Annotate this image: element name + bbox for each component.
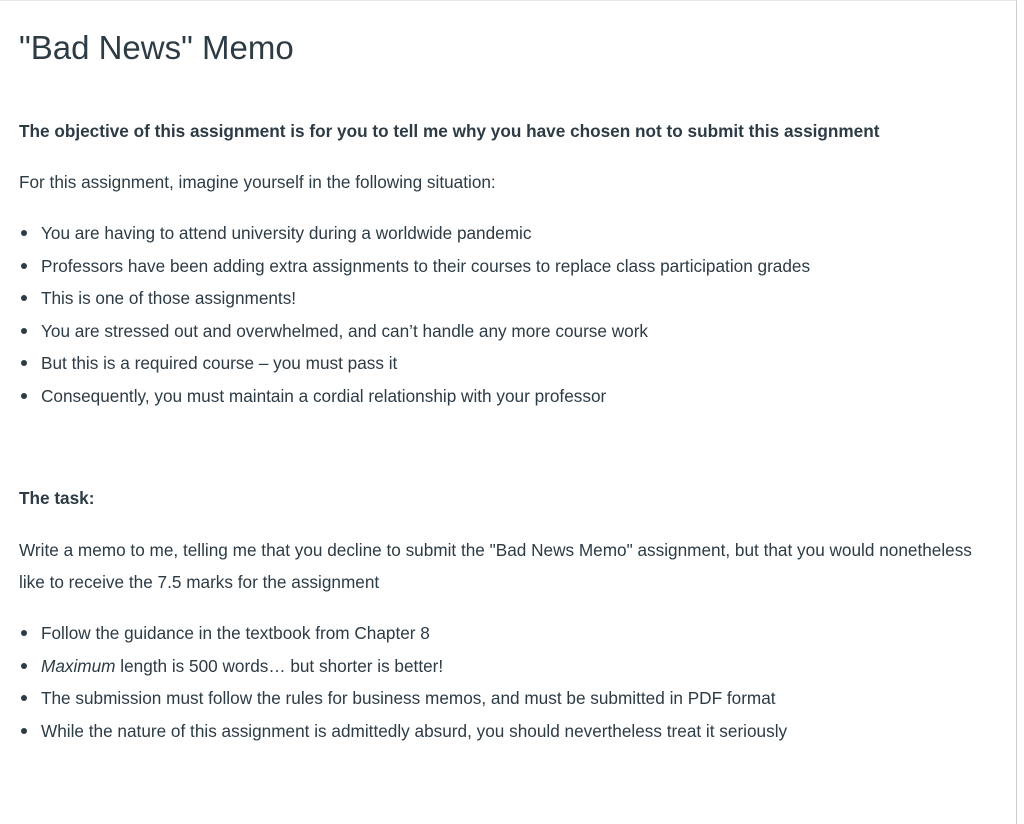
- list-item-text: Consequently, you must maintain a cordial relationship with your professor: [41, 385, 607, 406]
- list-item-text: Follow the guidance in the textbook from Chapter 8: [41, 623, 430, 643]
- list-item-text: But this is a required course – you must pass it: [41, 353, 398, 374]
- list-item: [19, 385, 810, 407]
- bullet-icon: [21, 263, 27, 269]
- task-description: Write a memo to me, telling me that you decline to submit the "Bad News Memo" assignment, but that you would nonetheless like to receive the 7.5 marks for the assignment: [19, 540, 972, 592]
- bullet-icon: [21, 728, 27, 734]
- bullet-icon: [21, 360, 27, 366]
- bullet-icon: [21, 663, 27, 669]
- list-item-text: While the nature of this assignment is admittedly absurd, you should nevertheless treat it seriously: [41, 720, 788, 741]
- bullet-icon: [21, 328, 27, 334]
- list-item: [19, 255, 810, 277]
- list-item: [19, 352, 810, 374]
- list-item-text: You are having to attend university during a worldwide pandemic: [41, 223, 532, 243]
- list-item: [19, 720, 787, 742]
- bullet-icon: [21, 295, 27, 301]
- objective-statement: The objective of this assignment is for you to tell me why you have chosen not to submit this assignment: [19, 121, 880, 141]
- list-item: [19, 687, 787, 709]
- intro-text: For this assignment, imagine yourself in the following situation:: [19, 172, 496, 192]
- list-item: [19, 320, 810, 342]
- task-requirements-list: [19, 622, 787, 752]
- bullet-icon: [21, 230, 27, 236]
- situation-list: [19, 222, 810, 418]
- task-heading: The task:: [19, 488, 95, 508]
- list-item-text: length is 500 words… but shorter is better!: [115, 655, 444, 676]
- emphasis-text: Maximum: [41, 655, 116, 676]
- list-item-text: You are stressed out and overwhelmed, and can’t handle any more course work: [41, 320, 649, 341]
- list-item: [19, 287, 810, 309]
- bullet-icon: [21, 630, 27, 636]
- bullet-icon: [21, 695, 27, 701]
- list-item: [19, 622, 787, 644]
- page-title: "Bad News" Memo: [19, 29, 294, 66]
- bullet-icon: [21, 393, 27, 399]
- list-item: [19, 655, 787, 677]
- list-item-text: This is one of those assignments!: [41, 288, 297, 309]
- list-item: [19, 222, 810, 244]
- list-item-text: Professors have been adding extra assignments to their courses to replace class participation grades: [41, 255, 811, 276]
- list-item-text: The submission must follow the rules for business memos, and must be submitted in PDF format: [41, 688, 776, 709]
